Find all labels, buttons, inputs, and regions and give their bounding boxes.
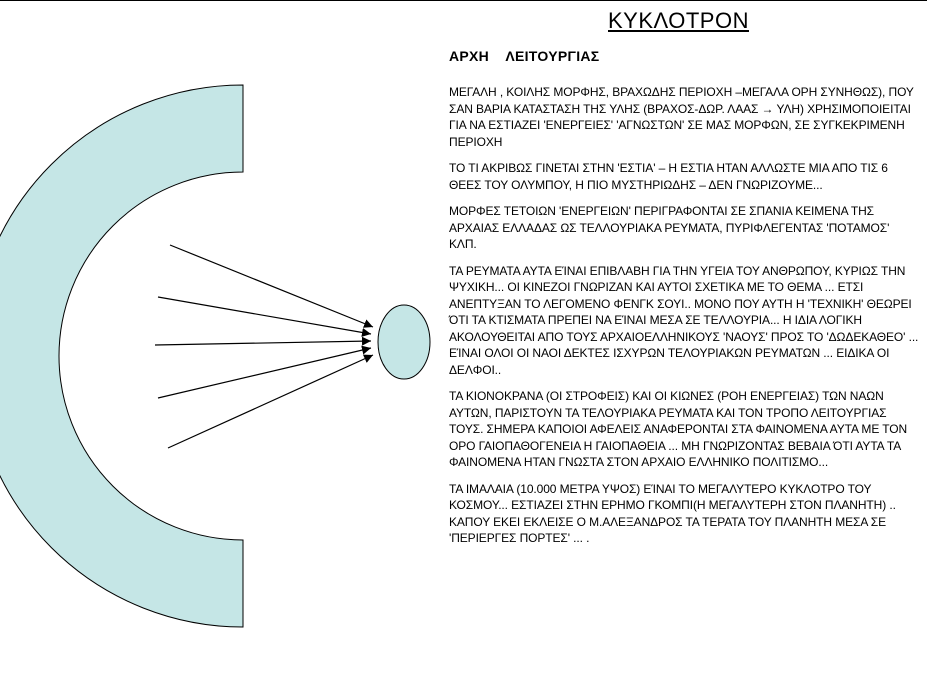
concave-mountain-shape [0,85,243,627]
paragraph-5: ΤΑ ΚΙΟΝΟΚΡΑΝΑ (ΟΙ ΣΤΡΟΦΕΙΣ) ΚΑΙ ΟΙ ΚΙΩΝΕΣ (ΡΟΗ ΕΝΕΡΓΕΙΑΣ) ΤΩΝ ΝΑΩΝ ΑΥΤΩΝ, ΠΑΡΙΣΤΟΥΝ ΤΑ ΤΕΛΟΥΡΙΑΚΑ ΡΕΥΜΑΤΑ ΚΑΙ ΤΟΝ ΤΡΟΠΟ ΛΕΙΤΟΥΡΓΙΑΣ ΤΟΥΣ. ΣΗΜΕΡΑ ΚΑΠΟΙΟΙ ΑΦΕΛΕΙΣ ΑΝΑΦΕΡΟΝΤΑΙ ΣΤΑ ΦΑΙΝΟΜΕΝΑ ΑΥΤΑ ΜΕ ΤΟΝ ΟΡΟ ΓΑΙΟΠΑΘΟΓΕΝΕΙΑ Η ΓΑΙΟΠΑΘΕΙΑ ... ΜΗ ΓΝΩΡΙΖΟΝΤΑΣ ΒΕΒΑΙΑ ΌΤΙ ΑΥΤΑ ΤΑ ΦΑΙΝΟΜΕΝΑ ΗΤΑΝ ΓΝΩΣΤΑ ΣΤΟΝ ΑΡΧΑΙΟ ΕΛΛΗΝΙΚΟ ΠΟΛΙΤΙΣΜΟ... [449,389,908,469]
paragraph-4: ΤΑ ΡΕΥΜΑΤΑ ΑΥΤΑ ΕΊΝΑΙ ΕΠΙΒΛΑΒΗ ΓΙΑ ΤΗΝ ΥΓΕΙΑ ΤΟΥ ΑΝΘΡΩΠΟΥ, ΚΥΡΙΩΣ ΤΗΝ ΨΥΧΙΚΗ... ΟΙ ΚΙΝΕΖΟΙ ΓΝΩΡΙΖΑΝ ΚΑΙ ΑΥΤΟΙ ΣΧΕΤΙΚΑ ΜΕ ΤΟ ΘΕΜΑ ... ΕΤΣΙ ΑΝΕΠΤΥΞΑΝ ΤΟ ΛΕΓΟΜΕΝΟ ΦΕΝΓΚ ΣΟΥΙ.. ΜΟΝΟ ΠΟΥ ΑΥΤΗ Η 'ΤΕΧΝΙΚΗ' ΘΕΩΡΕΙ ΌΤΙ ΤΑ ΚΤΙΣΜΑΤΑ ΠΡΕΠΕΙ ΝΑ ΕΊΝΑΙ ΜΕΣΑ ΣΕ ΤΕΛΛΟΥΡΙΑ... Η ΙΔΙΑ ΛΟΓΙΚΗ ΑΚΟΛΟΥΘΕΙΤΑΙ ΑΠΟ ΤΟΥΣ ΑΡΧΑΙΟΕΛΛΗΝΙΚΟΥΣ 'ΝΑΟΥΣ' ΠΡΟΣ ΤΟ 'ΔΩΔΕΚΑΘΕΟ' ... ΕΊΝΑΙ ΟΛΟΙ ΟΙ ΝΑΟΙ ΔΕΚΤΕΣ ΙΣΧΥΡΩΝ ΤΕΛΟΥΡΙΑΚΩΝ ΡΕΥΜΑΤΩΝ ... ΕΙΔΙΚΑ ΟΙ ΔΕΛΦΟΙ.. [449,263,919,377]
focus-point-ellipse [378,305,430,379]
energy-arrow-1 [170,245,373,327]
paragraph-3: ΜΟΡΦΕΣ ΤΕΤΟΙΩΝ 'ΕΝΕΡΓΕΙΩΝ' ΠΕΡΙΓΡΑΦΟΝΤΑΙ ΣΕ ΣΠΑΝΙΑ ΚΕΙΜΕΝΑ ΤΗΣ ΑΡΧΑΙΑΣ ΕΛΛΑΔΑΣ ΩΣ ΤΕΛΛΟΥΡΙΑΚΑ ΡΕΥΜΑΤΑ, ΠΥΡΙΦΛΕΓΕΝΤΑΣ 'ΠΟΤΑΜΟΣ' ΚΛΠ. [449,204,890,251]
page-title: ΚΥΚΛΟΤΡΟΝ [608,8,749,33]
energy-arrow-4 [158,348,371,398]
energy-arrow-3 [155,341,371,345]
energy-arrow-5 [168,355,373,448]
energy-arrow-2 [158,297,371,334]
paragraph-1: ΜΕΓΑΛΗ , ΚΟΙΛΗΣ ΜΟΡΦΗΣ, ΒΡΑΧΩΔΗΣ ΠΕΡΙΟΧΗ –ΜΕΓΑΛΑ ΟΡΗ ΣΥΝΗΘΩΣ), ΠΟΥ ΣΑΝ ΒΑΡΙΑ ΚΑΤΑΣΤΑΣΗ ΤΗΣ ΥΛΗΣ (ΒΡΑΧΟΣ-ΔΩΡ. ΛΑΑΣ → ΥΛΗ) ΧΡΗΣΙΜΟΠΟΙΕΙΤΑΙ ΓΙΑ ΝΑ ΕΣΤΙΑΖΕΙ 'ΕΝΕΡΓΕΙΕΣ' 'ΑΓΝΩΣΤΩΝ' ΣΕ ΜΑΣ ΜΟΡΦΩΝ, ΣΕ ΣΥΓΚΕΚΡΙΜΕΝΗ ΠΕΡΙΟΧΗ [449,85,914,149]
section-subtitle: ΑΡΧΗ ΛΕΙΤΟΥΡΓΙΑΣ [449,48,600,64]
paragraph-2: ΤΟ ΤΙ ΑΚΡΙΒΩΣ ΓΙΝΕΤΑΙ ΣΤΗΝ 'ΕΣΤΙΑ' – Η ΕΣΤΙΑ ΗΤΑΝ ΑΛΛΩΣΤΕ ΜΙΑ ΑΠΟ ΤΙΣ 6 ΘΕΕΣ ΤΟΥ ΟΛΥΜΠΟΥ, Η ΠΙΟ ΜΥΣΤΗΡΙΩΔΗΣ – ΔΕΝ ΓΝΩΡΙΖΟΥΜΕ... [449,161,888,192]
paragraph-6: ΤΑ ΙΜΑΛΑΙΑ (10.000 ΜΕΤΡΑ ΥΨΟΣ) ΕΊΝΑΙ ΤΟ ΜΕΓΑΛΥΤΕΡΟ ΚΥΚΛΟΤΡΟ ΤΟΥ ΚΟΣΜΟΥ... ΕΣΤΙΑΖΕΙ ΣΤΗΝ ΕΡΗΜΟ ΓΚΟΜΠΙ(Η ΜΕΓΑΛΥΤΕΡΗ ΣΤΟΝ ΠΛΑΝΗΤΗ) .. ΚΑΠΟΥ ΕΚΕΙ ΕΚΛΕΙΣΕ Ο Μ.ΑΛΕΞΑΝΔΡΟΣ ΤΑ ΤΕΡΑΤΑ ΤΟΥ ΠΛΑΝΗΤΗ ΜΕΣΑ ΣΕ 'ΠΕΡΙΕΡΓΕΣ ΠΟΡΤΕΣ' ... . [449,481,896,545]
description-text [449,84,919,557]
